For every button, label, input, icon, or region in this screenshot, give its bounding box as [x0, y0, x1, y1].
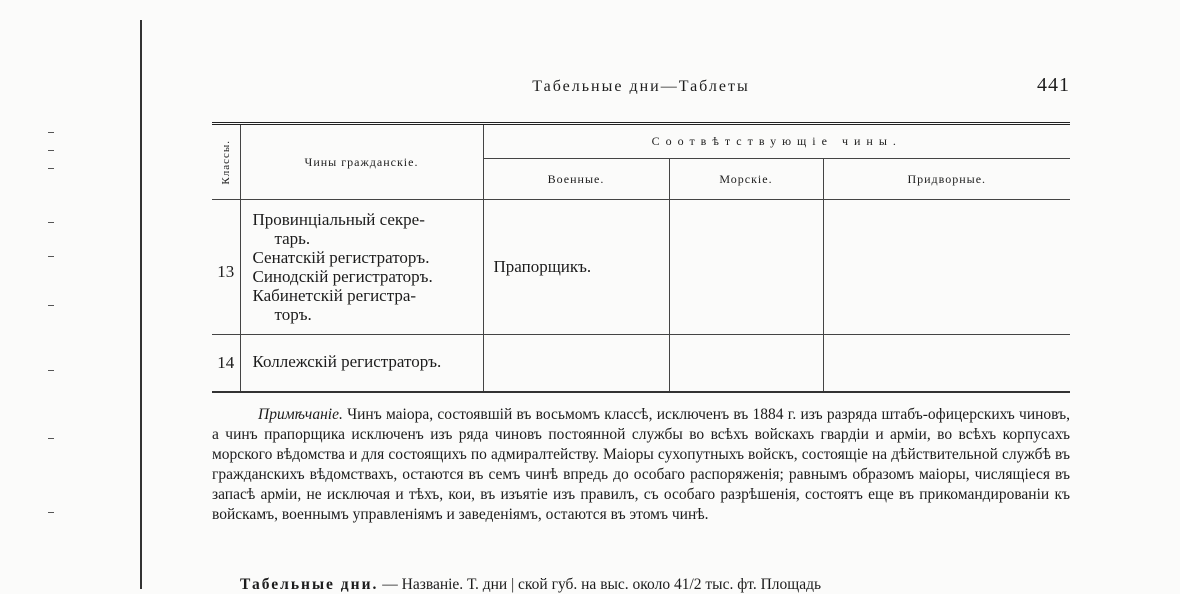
naval-column-header: Морскіе. [669, 159, 823, 200]
edge-mark [48, 305, 54, 306]
table-header-row [212, 124, 1070, 159]
court-rank-cell [823, 335, 1070, 393]
civil-rank-cell [240, 335, 483, 393]
court-column-header: Придворные. [823, 159, 1070, 200]
running-head [212, 72, 1070, 102]
civil-rank-line: Коллежскій регистраторъ. [252, 351, 442, 371]
footnote [212, 405, 1070, 525]
civil-rank-line: торъ. [274, 305, 312, 324]
edge-mark [48, 512, 54, 513]
edge-mark [48, 256, 54, 257]
class-number: 13 [212, 200, 240, 335]
corresponding-ranks-header: Соотвѣтствующіе чины. [483, 124, 1070, 159]
class-number: 14 [212, 335, 240, 393]
military-rank-cell: Прапорщикъ. [483, 200, 669, 335]
civil-rank-line: тарь. [274, 229, 311, 248]
binding-line [140, 20, 142, 589]
civil-rank-line: Синодскій регистраторъ. [252, 267, 433, 286]
court-rank-cell [823, 200, 1070, 335]
footnote-label: Примѣчаніе. [258, 406, 343, 423]
civil-rank-cell [240, 200, 483, 335]
edge-mark [48, 150, 54, 151]
civil-rank-line: Провинціальный секре- [252, 210, 425, 229]
edge-mark [48, 222, 54, 223]
civil-rank-line: Сенатскій регистраторъ. [252, 248, 430, 267]
naval-rank-cell [669, 335, 823, 393]
military-rank-cell [483, 335, 669, 393]
class-column-label: Классы. [219, 139, 232, 185]
next-entry-heading: Табельные дни. [240, 576, 379, 593]
table-row [212, 335, 1070, 393]
military-column-header: Военные. [483, 159, 669, 200]
book-page [212, 72, 1070, 541]
footnote-text: Чинъ маіора, состоявшій въ восьмомъ классѣ, исключенъ въ 1884 г. изъ разряда штабъ-офицерскихъ чиновъ, а чинъ прапорщика исключенъ изъ ряда чиновъ постоянной службы во всѣхъ войскахъ гвардіи и арміи, во всѣхъ корпусахъ морского вѣдомства и для состоящихъ по адмиралтейству. Маіоры сухопутныхъ войскъ, состоящіе на дѣйствительной службѣ въ гражданскихъ вѣдомствахъ, остаются въ семъ чинѣ впредь до особаго распоряженія; равнымъ образомъ маіоры, числящіеся въ запасѣ арміи, не исключая и тѣхъ, кои, въ изъятіе изъ правилъ, съ особаго разрѣшенія, состоятъ еще въ прикомандированіи къ войскамъ, военнымъ управленіямъ и заведеніямъ, остаются въ этомъ чинѣ. [212, 406, 1071, 523]
ranks-table [212, 122, 1070, 393]
table-row [212, 200, 1070, 335]
next-entry-text: — Названіе. Т. дни | ской губ. на выс. около 41/2 тыс. фт. Площадь [382, 576, 822, 593]
civil-column-header: Чины гражданскіе. [240, 124, 483, 200]
class-column-header [212, 124, 240, 200]
edge-mark [48, 438, 54, 439]
running-title: Табельные дни—Таблеты [532, 78, 750, 95]
edge-mark [48, 168, 54, 169]
edge-mark [48, 132, 54, 133]
naval-rank-cell [669, 200, 823, 335]
civil-rank-line: Кабинетскій регистра- [252, 286, 417, 305]
next-entry-line [240, 576, 821, 594]
edge-mark [48, 370, 54, 371]
page-number: 441 [1037, 74, 1070, 96]
